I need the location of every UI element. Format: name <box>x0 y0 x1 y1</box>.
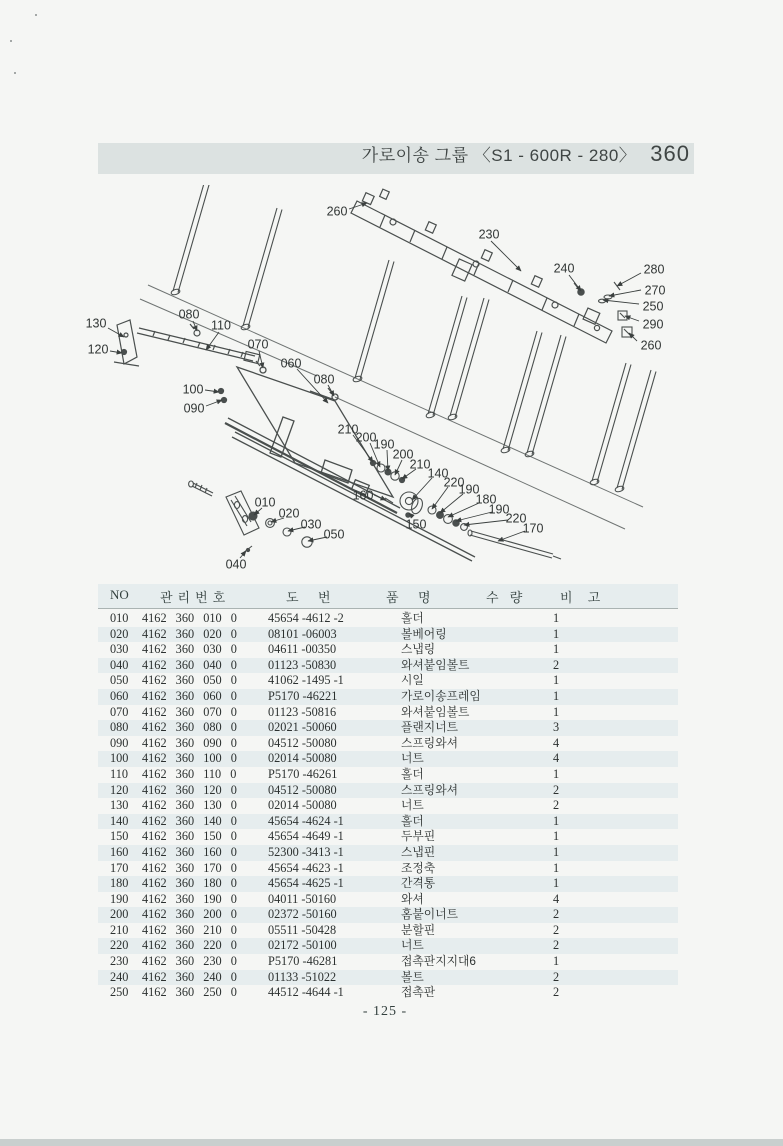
cell-no: 010 <box>110 611 129 625</box>
cell-part-name: 스냅핀 <box>401 844 436 859</box>
cell-mgmt-number: 4162 360 110 0 <box>142 766 237 781</box>
table-row <box>98 892 694 908</box>
cell-quantity: 2 <box>553 985 560 1000</box>
cell-no: 180 <box>110 876 129 891</box>
callout-label: 170 <box>522 521 544 536</box>
cell-drawing-number: 04011 -50160 <box>268 891 337 906</box>
cell-quantity: 1 <box>553 829 560 844</box>
table-row <box>98 938 678 954</box>
cell-no: 220 <box>110 938 129 953</box>
callout-label: 070 <box>247 337 269 352</box>
callout-label: 020 <box>278 506 300 521</box>
cell-drawing-number: P5170 -46281 <box>268 954 338 969</box>
cell-drawing-number: 02014 -50080 <box>268 798 337 813</box>
callout-leader-line <box>603 300 639 304</box>
cell-quantity: 1 <box>553 704 560 719</box>
cell-no: 240 <box>110 969 129 984</box>
callout-label: 230 <box>478 227 500 242</box>
cell-drawing-number: 04512 -50080 <box>268 782 337 797</box>
callout-label: 150 <box>405 517 427 532</box>
cell-mgmt-number: 4162 360 170 0 <box>142 860 237 875</box>
cell-part-name: 접촉판 <box>401 985 436 1000</box>
cell-no: 170 <box>110 860 129 875</box>
cell-quantity: 2 <box>553 782 560 797</box>
cell-part-name: 스프링와셔 <box>401 735 458 750</box>
frame-part-060 <box>219 361 476 561</box>
cell-mgmt-number: 4162 360 210 0 <box>142 922 237 937</box>
cell-mgmt-number: 4162 360 220 0 <box>142 938 237 953</box>
col-header-name: 품 명 <box>386 590 431 605</box>
cell-drawing-number: 02014 -50080 <box>268 751 337 766</box>
cell-drawing-number: 01123 -50816 <box>268 704 337 719</box>
cell-drawing-number: 01123 -50830 <box>268 657 337 672</box>
cell-mgmt-number: 4162 360 080 0 <box>142 720 237 735</box>
cell-no: 080 <box>110 720 129 735</box>
cell-no: 050 <box>110 673 129 688</box>
callout-leader-line <box>412 478 432 500</box>
callout-leader-line <box>349 203 367 209</box>
callout-leader-line <box>609 290 641 296</box>
cell-no: 090 <box>110 735 129 750</box>
callout-leader-line <box>448 503 479 517</box>
cell-drawing-number: 02372 -50160 <box>268 907 337 922</box>
cell-quantity: 1 <box>553 611 560 625</box>
scan-speck <box>14 72 16 74</box>
callout-leader-line <box>491 241 521 271</box>
cell-no: 070 <box>110 704 129 719</box>
callout-label: 090 <box>183 401 205 416</box>
cell-drawing-number: P5170 -46221 <box>268 688 338 703</box>
callout-label: 280 <box>643 262 665 277</box>
cell-drawing-number: 02172 -50100 <box>268 938 337 953</box>
cell-quantity: 2 <box>553 907 560 922</box>
cell-part-name: 스냅링 <box>401 642 436 657</box>
cell-no: 130 <box>110 798 129 813</box>
cell-mgmt-number: 4162 360 160 0 <box>142 844 237 859</box>
table-row <box>98 907 678 923</box>
cell-part-name: 와셔붙임볼트 <box>401 657 470 672</box>
callout-leader-line <box>498 531 525 541</box>
callout-label: 220 <box>443 475 465 490</box>
cell-drawing-number: 04512 -50080 <box>268 735 337 750</box>
cell-mgmt-number: 4162 360 090 0 <box>142 735 237 750</box>
cell-quantity: 1 <box>553 876 560 891</box>
table-row <box>98 705 694 721</box>
table-row <box>98 673 694 689</box>
cell-quantity: 2 <box>553 938 560 953</box>
callout-leader-line <box>110 351 122 353</box>
callout-label: 080 <box>313 372 335 387</box>
cell-part-name: 볼트 <box>401 969 424 984</box>
scan-edge-band <box>0 1139 783 1146</box>
cell-mgmt-number: 4162 360 190 0 <box>142 891 237 906</box>
cell-quantity: 4 <box>553 891 560 906</box>
callout-label: 050 <box>323 527 345 542</box>
cell-drawing-number: 45654 -4649 -1 <box>268 829 344 844</box>
table-row <box>98 627 678 643</box>
shaft-assembly <box>370 457 561 559</box>
cell-quantity: 1 <box>553 813 560 828</box>
cell-mgmt-number: 4162 360 050 0 <box>142 673 237 688</box>
title-figure-number: 360 <box>650 141 690 166</box>
cell-part-name: 간격통 <box>401 876 436 891</box>
cell-drawing-number: 45654 -4612 -2 <box>268 611 344 625</box>
table-header-row <box>98 584 678 609</box>
page-number: - 125 - <box>362 1004 408 1019</box>
cell-part-name: 분할핀 <box>401 922 436 937</box>
cell-mgmt-number: 4162 360 240 0 <box>142 969 237 984</box>
cell-quantity: 2 <box>553 657 560 672</box>
cell-part-name: 홀더 <box>401 611 424 625</box>
callout-label: 160 <box>352 488 374 503</box>
cell-mgmt-number: 4162 360 180 0 <box>142 876 237 891</box>
cell-no: 100 <box>110 751 129 766</box>
callout-label: 080 <box>178 307 200 322</box>
cell-mgmt-number: 4162 360 040 0 <box>142 657 237 672</box>
cell-quantity: 1 <box>553 626 560 641</box>
cell-quantity: 4 <box>553 735 560 750</box>
cell-drawing-number: 01133 -51022 <box>268 969 337 984</box>
cell-quantity: 2 <box>553 798 560 813</box>
callout-label: 130 <box>85 316 107 331</box>
cell-quantity: 1 <box>553 954 560 969</box>
cell-mgmt-number: 4162 360 030 0 <box>142 642 237 657</box>
callout-label: 210 <box>409 457 431 472</box>
exploded-parts-diagram <box>85 185 700 585</box>
callout-label: 240 <box>553 261 575 276</box>
callout-leader-line <box>206 400 222 406</box>
cell-mgmt-number: 4162 360 060 0 <box>142 688 237 703</box>
cell-mgmt-number: 4162 360 230 0 <box>142 954 237 969</box>
callout-label: 140 <box>427 466 449 481</box>
table-row <box>98 876 678 892</box>
callout-label: 290 <box>642 317 664 332</box>
table-row <box>98 642 694 658</box>
table-row <box>98 736 694 752</box>
callout-leader-line <box>328 385 334 396</box>
cell-part-name: 시일 <box>401 673 424 688</box>
scan-speck <box>35 14 37 16</box>
col-header-dwg: 도 번 <box>286 590 331 605</box>
callout-label: 210 <box>337 422 359 437</box>
cell-no: 110 <box>110 766 128 781</box>
left-arm-assembly <box>114 320 260 366</box>
callout-label: 260 <box>326 204 348 219</box>
table-row <box>98 798 694 814</box>
cell-part-name: 플랜지너트 <box>401 720 458 735</box>
callout-label: 200 <box>355 430 377 445</box>
callout-label: 120 <box>87 342 109 357</box>
cell-no: 160 <box>110 844 129 859</box>
callout-label: 110 <box>211 318 231 333</box>
cell-drawing-number: 45654 -4625 -1 <box>268 876 344 891</box>
callout-label: 190 <box>373 437 395 452</box>
callout-label: 010 <box>254 495 276 510</box>
callout-leader-line <box>374 495 386 500</box>
cell-part-name: 홀더 <box>401 766 424 781</box>
cell-drawing-number: 08101 -06003 <box>268 626 337 641</box>
callout-leader-line <box>432 487 448 509</box>
cell-mgmt-number: 4162 360 250 0 <box>142 985 237 1000</box>
callout-label: 250 <box>642 299 664 314</box>
callout-leader-line <box>569 275 581 291</box>
table-row <box>98 861 694 877</box>
cell-part-name: 스프링와셔 <box>401 782 458 797</box>
callout-label: 220 <box>505 511 527 526</box>
table-row <box>98 689 678 705</box>
cell-quantity: 3 <box>553 720 560 735</box>
callout-leader-line <box>617 273 641 286</box>
cell-mgmt-number: 4162 360 120 0 <box>142 782 237 797</box>
callout-label: 270 <box>644 283 666 298</box>
cell-part-name: 너트 <box>401 938 424 953</box>
cell-drawing-number: 44512 -4644 -1 <box>268 985 344 1000</box>
cell-no: 020 <box>110 626 129 641</box>
callout-label: 190 <box>458 482 480 497</box>
table-body <box>98 611 694 1001</box>
table-row <box>98 814 678 830</box>
cell-mgmt-number: 4162 360 020 0 <box>142 626 237 641</box>
callout-leader-line <box>440 494 463 513</box>
table-row <box>98 658 678 674</box>
callout-leader-line <box>464 520 508 525</box>
cell-mgmt-number: 4162 360 010 0 <box>142 611 237 625</box>
callout-label: 100 <box>182 382 204 397</box>
cell-no: 200 <box>110 907 129 922</box>
parts-table <box>98 584 694 1001</box>
cell-quantity: 2 <box>553 922 560 937</box>
cell-drawing-number: 41062 -1495 -1 <box>268 673 344 688</box>
table-row <box>98 923 694 939</box>
cell-drawing-number: 05511 -50428 <box>268 922 337 937</box>
cell-quantity: 2 <box>553 969 560 984</box>
cell-mgmt-number: 4162 360 130 0 <box>142 798 237 813</box>
callout-label: 190 <box>488 502 510 517</box>
cell-part-name: 접촉판지지대6 <box>401 954 476 969</box>
cell-no: 250 <box>110 985 129 1000</box>
cell-no: 190 <box>110 891 129 906</box>
cell-quantity: 1 <box>553 766 560 781</box>
cell-drawing-number: 45654 -4624 -1 <box>268 813 344 828</box>
title-group-name: 가로이송 그룹 〈S1 - 600R - 280〉 <box>361 146 637 165</box>
cell-no: 060 <box>110 688 129 703</box>
cell-quantity: 1 <box>553 860 560 875</box>
cell-part-name: 볼베어링 <box>401 626 447 641</box>
callout-leader-line <box>108 328 124 337</box>
cell-drawing-number: P5170 -46261 <box>268 766 338 781</box>
cell-quantity: 1 <box>553 844 560 859</box>
cell-quantity: 1 <box>553 642 560 657</box>
table-row <box>98 783 678 799</box>
cell-part-name: 너트 <box>401 798 424 813</box>
col-header-qty: 수 량 <box>486 590 527 605</box>
table-row <box>98 751 678 767</box>
cell-mgmt-number: 4162 360 140 0 <box>142 813 237 828</box>
cell-drawing-number: 04611 -00350 <box>268 642 337 657</box>
callout-label: 260 <box>640 338 662 353</box>
cell-no: 040 <box>110 657 129 672</box>
col-header-note: 비 고 <box>560 590 607 605</box>
cell-mgmt-number: 4162 360 100 0 <box>142 751 237 766</box>
callout-leader-line <box>395 460 402 475</box>
table-row <box>98 845 678 861</box>
cell-no: 210 <box>110 922 129 937</box>
callout-label: 060 <box>280 356 302 371</box>
cell-part-name: 너트 <box>401 751 424 766</box>
cell-no: 230 <box>110 954 129 969</box>
callout-label: 030 <box>300 517 322 532</box>
callout-leader-line <box>387 450 388 471</box>
cell-part-name: 홈붙이너트 <box>401 907 458 922</box>
cell-quantity: 1 <box>553 688 560 703</box>
scan-speck <box>10 40 12 42</box>
cell-no: 140 <box>110 813 129 828</box>
cell-no: 120 <box>110 782 129 797</box>
rail-end-hardware <box>574 282 632 337</box>
callout-label: 040 <box>225 557 247 572</box>
cell-quantity: 4 <box>553 751 560 766</box>
cell-drawing-number: 02021 -50060 <box>268 720 337 735</box>
cell-part-name: 와셔 <box>401 891 424 906</box>
callout-leader-line <box>456 512 492 521</box>
cell-drawing-number: 52300 -3413 -1 <box>268 844 344 859</box>
table-row <box>98 829 694 845</box>
page-title <box>98 141 690 175</box>
table-row <box>98 954 694 970</box>
table-row <box>98 985 694 1001</box>
cell-quantity: 1 <box>553 673 560 688</box>
cell-part-name: 조정축 <box>401 860 436 875</box>
cell-mgmt-number: 4162 360 070 0 <box>142 704 237 719</box>
cell-mgmt-number: 4162 360 150 0 <box>142 829 237 844</box>
table-row <box>98 767 694 783</box>
table-row <box>98 611 694 627</box>
col-header-no: NO <box>110 587 129 602</box>
cell-drawing-number: 45654 -4623 -1 <box>268 860 344 875</box>
cell-part-name: 와셔붙임볼트 <box>401 704 470 719</box>
cell-no: 030 <box>110 642 129 657</box>
table-row <box>98 970 678 986</box>
col-header-mgmt: 관리번호 <box>160 590 231 605</box>
callout-label: 200 <box>392 447 414 462</box>
cell-part-name: 가로이송프레임 <box>401 688 481 703</box>
table-row <box>98 720 678 736</box>
callout-label: 180 <box>475 492 497 507</box>
cell-part-name: 홀더 <box>401 813 424 828</box>
cell-part-name: 두부핀 <box>401 829 436 844</box>
callout-leader-line <box>205 390 219 392</box>
cell-no: 150 <box>110 829 129 844</box>
cell-mgmt-number: 4162 360 200 0 <box>142 907 237 922</box>
